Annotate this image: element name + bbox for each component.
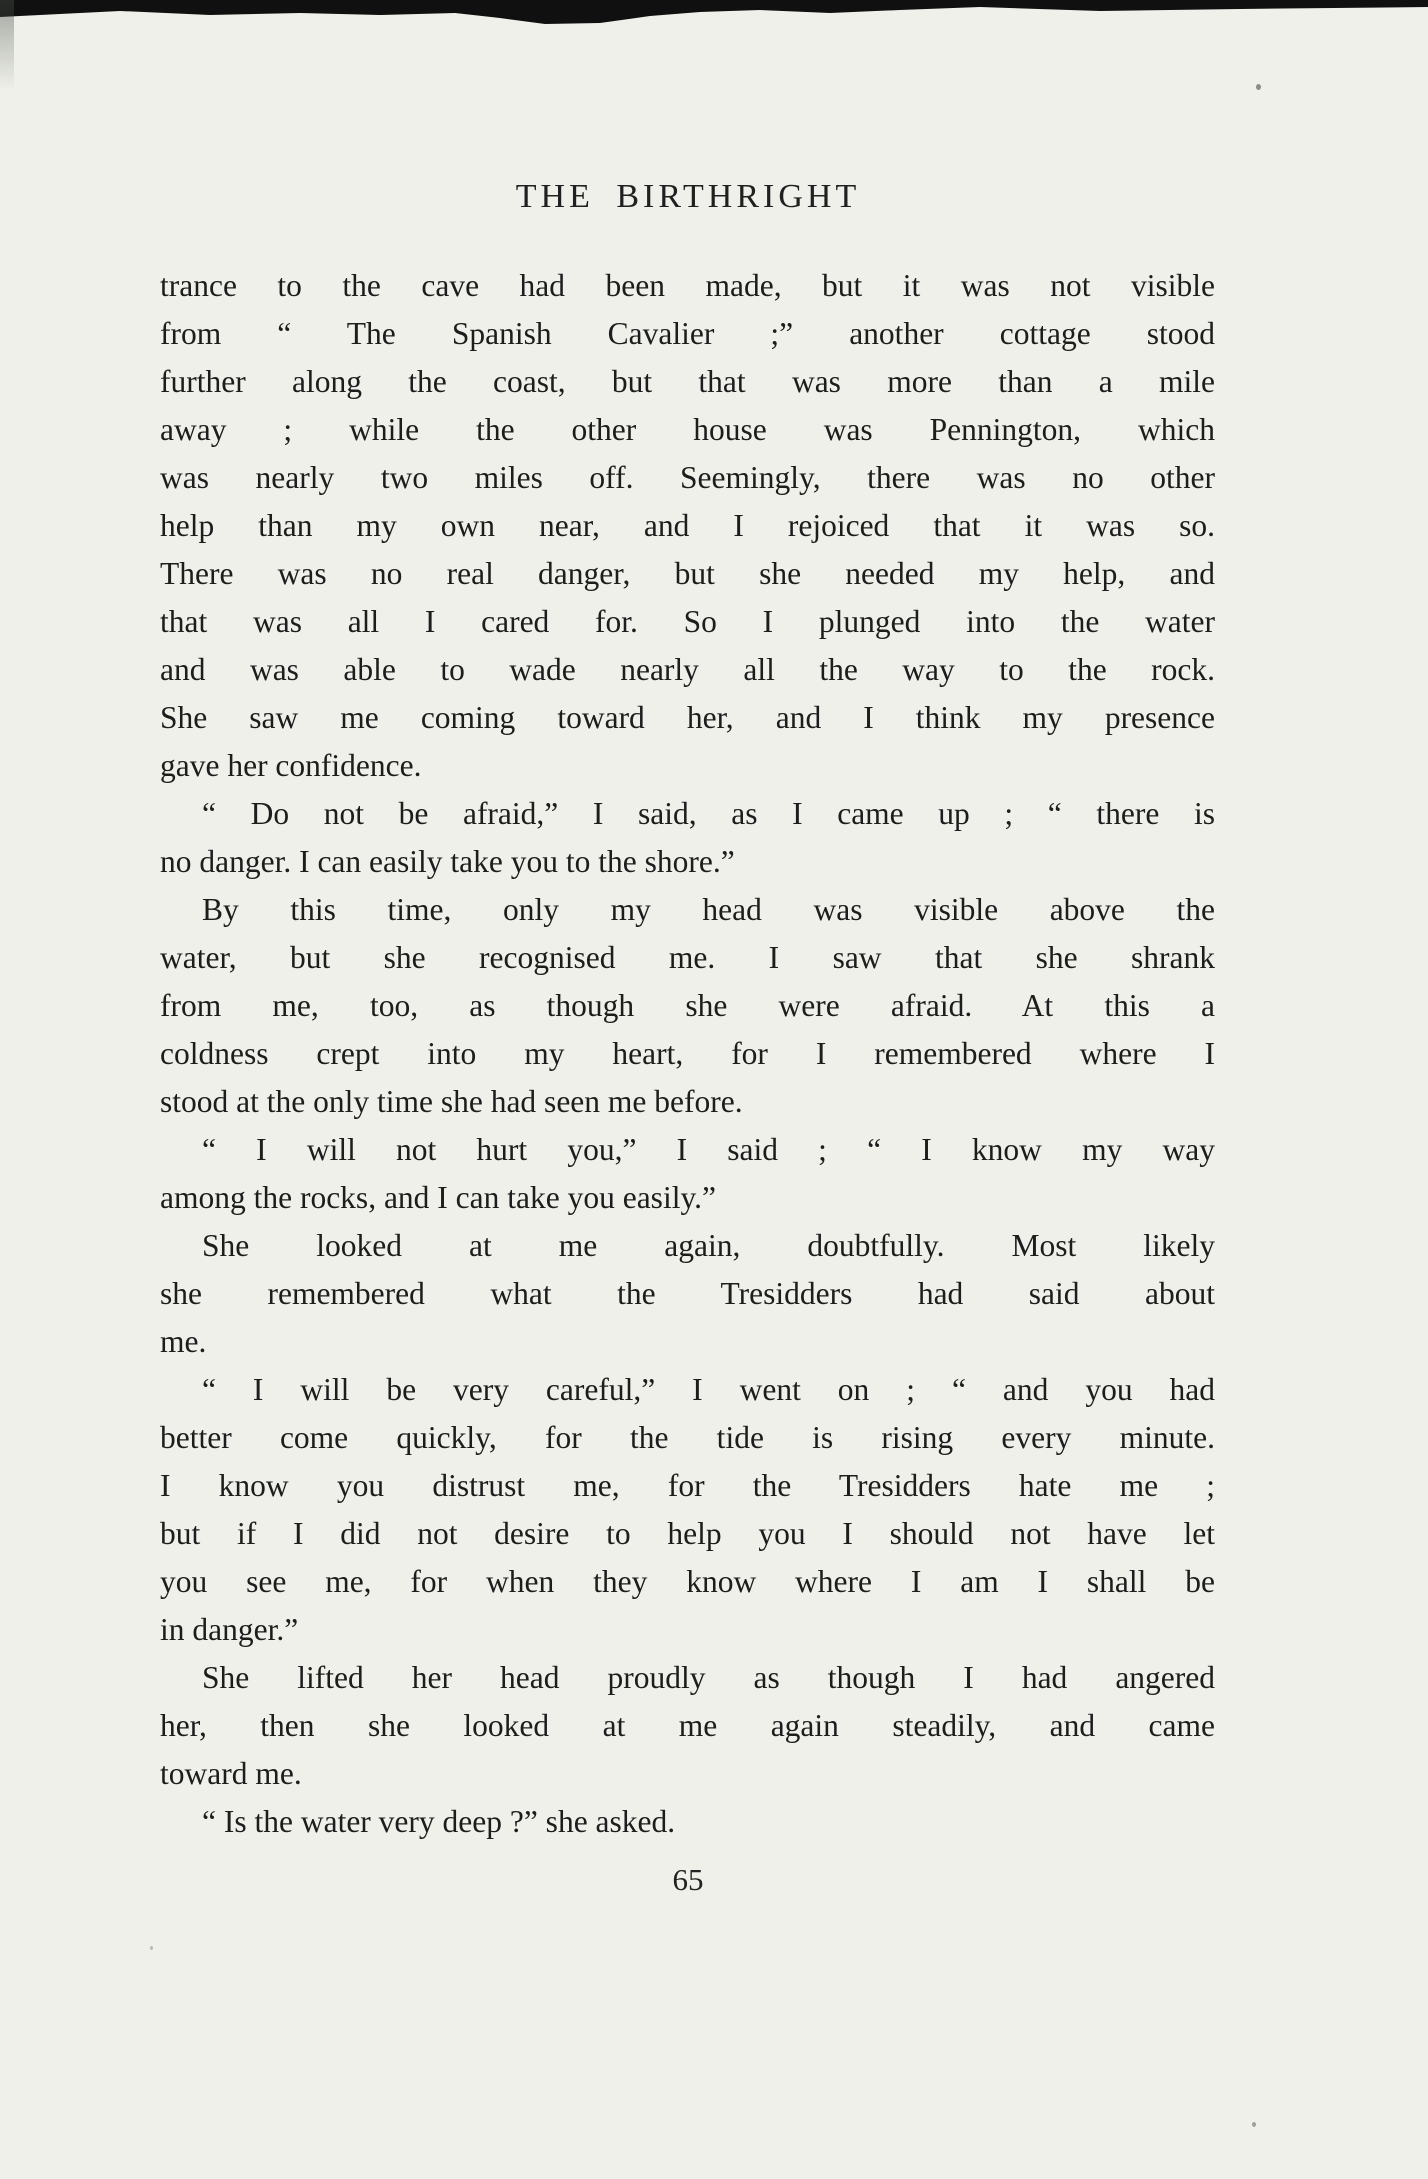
scan-artifact-dot: [150, 1946, 153, 1950]
text-line: better come quickly, for the tide is rising every minute.: [160, 1420, 1215, 1455]
text-body: [160, 262, 1215, 1846]
text-line: By this time, only my head was visible above the: [202, 892, 1215, 927]
text-line: from me, too, as though she were afraid. At this a: [160, 988, 1215, 1023]
text-line: I know you distrust me, for the Tresidders hate me ;: [160, 1468, 1215, 1503]
text-line: was nearly two miles off. Seemingly, there was no other: [160, 460, 1215, 495]
text-line: but if I did not desire to help you I should not have let: [160, 1516, 1215, 1551]
text-line: and was able to wade nearly all the way to the rock.: [160, 652, 1215, 687]
text-line: coldness crept into my heart, for I remembered where I: [160, 1036, 1215, 1071]
text-line: There was no real danger, but she needed my help, and: [160, 556, 1215, 591]
scan-artifact-dot: [1256, 84, 1261, 90]
scan-artifact-dot: [1252, 2122, 1256, 2127]
text-line: away ; while the other house was Pennington, which: [160, 412, 1215, 447]
text-line: “ I will be very careful,” I went on ; “ and you had: [202, 1372, 1215, 1407]
text-line: she remembered what the Tresidders had said about: [160, 1276, 1215, 1311]
text-line: from “ The Spanish Cavalier ;” another cottage stood: [160, 316, 1215, 351]
text-line: in danger.”: [160, 1612, 299, 1647]
text-line: that was all I cared for. So I plunged into the water: [160, 604, 1215, 639]
text-line: “ Do not be afraid,” I said, as I came up ; “ there is: [202, 796, 1215, 831]
text-line: among the rocks, and I can take you easily.”: [160, 1180, 717, 1215]
text-line: water, but she recognised me. I saw that she shrank: [160, 940, 1215, 975]
scan-edge-band: [0, 0, 1428, 30]
text-line: you see me, for when they know where I am I shall be: [160, 1564, 1215, 1599]
text-line: gave her confidence.: [160, 748, 422, 783]
text-line: toward me.: [160, 1756, 302, 1791]
text-line: “ I will not hurt you,” I said ; “ I know my way: [202, 1132, 1215, 1167]
text-line: no danger. I can easily take you to the shore.”: [160, 844, 735, 879]
text-line: She saw me coming toward her, and I think my presence: [160, 700, 1215, 735]
text-line: further along the coast, but that was more than a mile: [160, 364, 1215, 399]
text-line: help than my own near, and I rejoiced that it was so.: [160, 508, 1215, 543]
text-line: She lifted her head proudly as though I had angered: [202, 1660, 1215, 1695]
text-line: She looked at me again, doubtfully. Most likely: [202, 1228, 1215, 1263]
text-line: her, then she looked at me again steadily, and came: [160, 1708, 1215, 1743]
scan-smudge: [0, 0, 14, 90]
text-line: stood at the only time she had seen me before.: [160, 1084, 743, 1119]
page-title: THE BIRTHRIGHT: [515, 178, 861, 215]
page-number: 65: [672, 1862, 704, 1897]
text-line: trance to the cave had been made, but it was not visible: [160, 268, 1215, 303]
text-line: “ Is the water very deep ?” she asked.: [202, 1804, 676, 1839]
text-line: me.: [160, 1324, 207, 1359]
